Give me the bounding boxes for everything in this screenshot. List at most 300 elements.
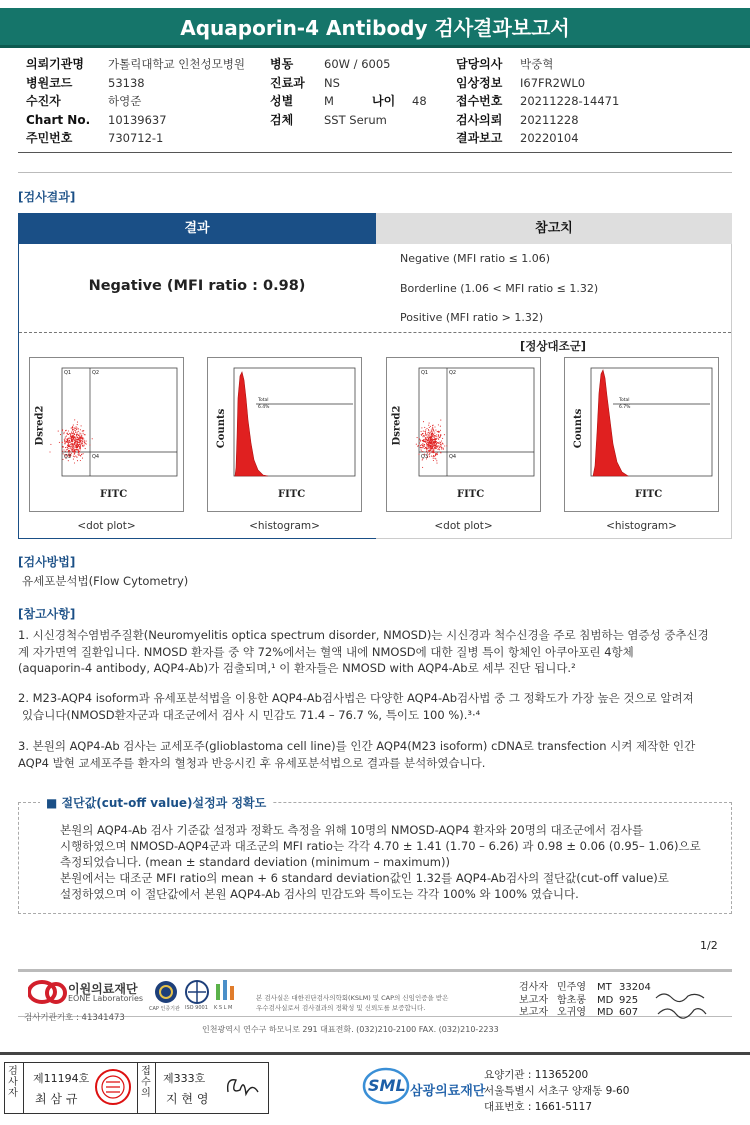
scatter-dot: [438, 443, 439, 444]
scatter-dot: [79, 435, 80, 436]
scatter-dot: [436, 454, 437, 455]
scatter-dot: [428, 442, 429, 443]
scatter-dot: [82, 445, 83, 446]
scatter-dot: [429, 451, 430, 452]
scatter-dot: [419, 442, 420, 443]
scatter-dot: [74, 447, 75, 448]
x-axis-label: FITC: [278, 489, 306, 500]
scatter-dot: [433, 458, 434, 459]
notes-line: (aquaporin-4 antibody, AQP4-Ab)가 검출되며,¹ 이 환자들은 NMOSD with AQP4-Ab로 세부 진단 됩니다.²: [18, 661, 576, 675]
footer-top-rule: [18, 969, 732, 972]
quadrant-label: Q3: [64, 454, 72, 460]
scatter-dot: [428, 438, 429, 439]
reference-range-positive: Positive (MFI ratio > 1.32): [400, 311, 544, 324]
scatter-dot: [69, 451, 70, 452]
scatter-dot: [77, 443, 78, 444]
cert-label: K S L M: [214, 1005, 233, 1011]
scatter-dot: [80, 445, 81, 446]
scatter-dot: [76, 435, 77, 436]
scatter-dot: [422, 451, 423, 452]
scatter-dot: [79, 454, 80, 455]
scatter-dot: [435, 441, 436, 442]
scatter-dot: [80, 447, 81, 448]
scatter-dot: [82, 437, 83, 438]
scatter-dot: [434, 448, 435, 449]
scatter-dot: [425, 433, 426, 434]
scatter-dot: [74, 439, 75, 440]
cert-line: 우수검사실로서 검사결과의 정확성 및 신뢰도를 보증합니다.: [256, 1004, 426, 1012]
gate-label: Total: [258, 398, 269, 403]
sig-vline: [155, 1062, 156, 1114]
scatter-dot: [442, 447, 443, 448]
info-label: 성별: [270, 94, 294, 108]
iso-logo-icon: [184, 980, 210, 1008]
scatter-dot: [440, 452, 441, 453]
scatter-dot: [86, 444, 87, 445]
eone-logo-icon: [28, 978, 68, 1010]
scatter-dot: [430, 443, 431, 444]
sml-phone: 대표번호 : 1661-5117: [484, 1101, 593, 1113]
scatter-dot: [444, 445, 445, 446]
sml-logo-text: SML: [368, 1076, 406, 1095]
notes-line: 있습니다(NMOSD환자군과 대조군에서 검사 시 민감도 71.4 – 76.7 %, 특이도 100 %).³·⁴: [22, 707, 481, 722]
info-label: 병동: [270, 57, 294, 71]
scatter-dot: [76, 449, 77, 450]
info-value: 730712-1: [108, 131, 164, 145]
y-axis-label: Counts: [573, 408, 585, 449]
scatter-dot: [74, 450, 75, 451]
notes-line: 계 자가면역 질환입니다. NMOSD 환자를 중 약 72%에서는 혈액 내에 NMOSD에 대한 질병 특이 항체인 아쿠아포린 4항체: [18, 644, 634, 659]
scatter-dot: [429, 423, 430, 424]
info-value: 20220104: [520, 131, 579, 145]
cert-text: [256, 993, 448, 1013]
scatter-dot: [429, 450, 430, 451]
scatter-dot: [63, 449, 64, 450]
scatter-dot: [416, 444, 417, 445]
scatter-dot: [438, 439, 439, 440]
scatter-dot: [79, 451, 80, 452]
scatter-dot: [430, 438, 431, 439]
dashed-divider: [19, 332, 731, 333]
info-label: 진료과: [270, 75, 305, 90]
scatter-dot: [80, 440, 81, 441]
scatter-dot: [72, 426, 73, 427]
quadrant-label: Q1: [421, 370, 429, 376]
signature-icon: [222, 1072, 262, 1106]
sig-role-2: 접수의: [141, 1066, 151, 1099]
scatter-dot: [50, 444, 51, 445]
scatter-dot: [418, 454, 419, 455]
scatter-dot: [424, 441, 425, 442]
scatter-dot: [421, 444, 422, 445]
scatter-dot: [84, 440, 85, 441]
scatter-dot: [78, 449, 79, 450]
scatter-dot: [432, 435, 433, 436]
scatter-dot: [82, 441, 83, 442]
scatter-dot: [85, 443, 86, 444]
scatter-dot: [77, 447, 78, 448]
scatter-dot: [438, 445, 439, 446]
scatter-dot: [424, 444, 425, 445]
result-value: Negative (MFI ratio : 0.98): [88, 278, 306, 294]
scatter-dot: [422, 467, 423, 468]
divider: [18, 172, 732, 173]
plot-caption: <histogram>: [249, 520, 320, 532]
scatter-dot: [82, 458, 83, 459]
scatter-dot: [60, 434, 61, 435]
histogram-peak: [235, 372, 268, 476]
scatter-dot: [436, 434, 437, 435]
info-value: 53138: [108, 75, 145, 90]
scatter-dot: [75, 440, 76, 441]
scatter-dot: [72, 430, 73, 431]
scatter-dot: [437, 447, 438, 448]
scatter-dot: [422, 447, 423, 448]
address: 인천광역시 연수구 하모니로 291 대표전화. (032)210-2100 FAX. (032)210-2233: [202, 1025, 499, 1034]
scatter-dot: [74, 443, 75, 444]
scatter-dot: [433, 455, 434, 456]
sig-vline: [137, 1062, 138, 1114]
scatter-dot: [438, 436, 439, 437]
scatter-dot: [67, 442, 68, 443]
plot-caption: <histogram>: [606, 520, 677, 532]
page-number: 1/2: [700, 939, 718, 952]
info-label: 병원코드: [26, 75, 73, 90]
scatter-dot: [68, 441, 69, 442]
scatter-dot: [81, 454, 82, 455]
cutoff-line: 본원의 AQP4-Ab 검사 기준값 설정과 정확도 측정을 위해 10명의 NMOSD-AQP4 환자와 20명의 대조군에서 검사를: [60, 823, 644, 837]
scatter-dot: [433, 439, 434, 440]
scatter-dot: [72, 427, 73, 428]
scatter-dot: [431, 456, 432, 457]
scatter-dot: [64, 432, 65, 433]
result-header: 결과: [18, 213, 376, 244]
sig-role-1: 검사자: [8, 1066, 18, 1099]
scatter-dot: [430, 426, 431, 427]
x-axis-label: FITC: [457, 489, 485, 500]
scatter-dot: [438, 431, 439, 432]
scatter-dot: [434, 443, 435, 444]
scatter-dot: [66, 439, 67, 440]
scatter-dot: [423, 421, 424, 422]
notes-paragraph-1: [18, 627, 738, 677]
info-value: SST Serum: [324, 112, 387, 127]
scatter-dot: [440, 446, 441, 447]
scatter-dot: [66, 449, 67, 450]
scatter-dot: [443, 449, 444, 450]
scatter-dot: [436, 436, 437, 437]
scatter-dot: [424, 448, 425, 449]
scatter-dot: [68, 448, 69, 449]
scatter-dot: [82, 439, 83, 440]
scatter-dot: [440, 434, 441, 435]
scatter-dot: [430, 451, 431, 452]
info-label: 임상정보: [456, 75, 503, 90]
scatter-dot: [77, 422, 78, 423]
sig-no-1: 제11194호: [33, 1072, 90, 1085]
scatter-dot: [442, 438, 443, 439]
info-value: 20211228-14471: [520, 94, 620, 108]
scatter-dot: [77, 437, 78, 438]
scatter-dot: [69, 442, 70, 443]
scatter-dot: [432, 452, 433, 453]
scatter-dot: [62, 451, 63, 452]
scatter-dot: [426, 443, 427, 444]
scatter-dot: [420, 441, 421, 442]
scatter-dot: [428, 429, 429, 430]
scatter-dot: [427, 446, 428, 447]
scatter-dot: [74, 462, 75, 463]
scatter-dot: [63, 433, 64, 434]
scatter-dot: [71, 428, 72, 429]
scatter-dot: [438, 448, 439, 449]
scatter-dot: [429, 441, 430, 442]
lab-code: 검사기관기호 : 41341473: [24, 1013, 125, 1023]
scatter-dot: [428, 440, 429, 441]
cert-line: 본 검사실은 대한진단검사의학회(KSLM) 및 CAP의 신임인증을 받은: [256, 994, 449, 1002]
scatter-dot: [80, 455, 81, 456]
scatter-dot: [76, 426, 77, 427]
scatter-dot: [66, 433, 67, 434]
scatter-dot: [441, 449, 442, 450]
scatter-dot: [426, 428, 427, 429]
scatter-dot: [86, 441, 87, 442]
info-value: 하영준: [108, 94, 142, 108]
cutoff-line: 측정되었습니다. (mean ± standard deviation (minimum – maximum)): [60, 855, 450, 869]
info-label: 의뢰기관명: [26, 57, 84, 71]
scatter-dot: [66, 441, 67, 442]
reference-range-borderline: Borderline (1.06 < MFI ratio ≤ 1.32): [400, 282, 599, 295]
scatter-dot: [68, 446, 69, 447]
scatter-dot: [79, 446, 80, 447]
scatter-dot: [433, 460, 434, 461]
notes-heading: [참고사항]: [18, 607, 76, 621]
scatter-dot: [431, 429, 432, 430]
scatter-dot: [432, 448, 433, 449]
scatter-dot: [74, 427, 75, 428]
scatter-dot: [424, 446, 425, 447]
scatter-dot: [64, 440, 65, 441]
patient-info-middle: [270, 55, 450, 129]
sml-name: 삼광의료재단: [410, 1084, 486, 1099]
scatter-dot: [72, 438, 73, 439]
scatter-dot: [437, 438, 438, 439]
scatter-dot: [435, 454, 436, 455]
scatter-dot: [64, 441, 65, 442]
scatter-dot: [78, 454, 79, 455]
scatter-dot: [80, 460, 81, 461]
scatter-dot: [428, 425, 429, 426]
control-label: [정상대조군]: [520, 339, 587, 353]
seal-icon: [94, 1068, 132, 1110]
scatter-dot: [427, 444, 428, 445]
staff-title: MD: [597, 994, 614, 1006]
scatter-dot: [65, 451, 66, 452]
patient-info-right: [456, 55, 726, 148]
sig-no-2: 제333호: [163, 1072, 206, 1085]
staff-list: [519, 982, 651, 1020]
scatter-dot: [69, 440, 70, 441]
scatter-dot: [429, 448, 430, 449]
scatter-dot: [68, 430, 69, 431]
scatter-dot: [81, 425, 82, 426]
scatter-dot: [64, 443, 65, 444]
scatter-dot: [446, 445, 447, 446]
notes-line: 1. 시신경척수염범주질환(Neuromyelitis optica spectrum disorder, NMOSD)는 시신경과 척수신경을 주로 침범하는 염증성 중추신경: [18, 628, 709, 642]
staff-no: 33204: [619, 982, 651, 993]
sig-name-2: 지 현 영: [166, 1092, 209, 1106]
scatter-dot: [80, 429, 81, 430]
scatter-dot: [83, 446, 84, 447]
scatter-dot: [430, 447, 431, 448]
scatter-dot: [429, 427, 430, 428]
scatter-dot: [83, 430, 84, 431]
scatter-dot: [435, 458, 436, 459]
scatter-dot: [420, 439, 421, 440]
scatter-dot: [421, 431, 422, 432]
info-label: 담당의사: [456, 57, 503, 71]
scatter-dot: [429, 454, 430, 455]
age-label: 나이: [372, 94, 396, 108]
scatter-dot: [72, 440, 73, 441]
scatter-dot: [430, 439, 431, 440]
cutoff-line: 설정하였으며 이 절단값에서 본원 AQP4-Ab 검사의 민감도와 특이도는 각각 100% 와 100% 였습니다.: [60, 887, 579, 901]
scatter-dot: [70, 446, 71, 447]
scatter-dot: [76, 434, 77, 435]
scatter-dot: [430, 434, 431, 435]
staff-role: 검사자: [519, 982, 548, 993]
staff-name: 오귀영: [557, 1007, 586, 1018]
scatter-dot: [79, 433, 80, 434]
sml-divider: [0, 1052, 750, 1055]
scatter-dot: [422, 433, 423, 434]
cutoff-heading: ■ 절단값(cut-off value)설정과 정확도: [40, 794, 272, 811]
quadrant-label: Q1: [64, 370, 72, 376]
scatter-dot: [81, 437, 82, 438]
info-value: I67FR2WL0: [520, 75, 586, 90]
scatter-dot: [424, 427, 425, 428]
scatter-dot: [59, 442, 60, 443]
scatter-dot: [435, 435, 436, 436]
scatter-dot: [76, 445, 77, 446]
notes-line: 2. M23-AQP4 isoform과 유세포분석법을 이용한 AQP4-Ab검사법은 다양한 AQP4-Ab검사법 중 그 정확도가 가장 높은 것으로 알려져: [18, 691, 694, 705]
scatter-dot: [421, 427, 422, 428]
scatter-dot: [71, 438, 72, 439]
report-title: Aquaporin-4 Antibody 검사결과보고서: [0, 8, 750, 48]
scatter-dot: [80, 438, 81, 439]
scatter-dot: [429, 445, 430, 446]
scatter-dot: [78, 455, 79, 456]
scatter-dot: [425, 435, 426, 436]
scatter-dot: [436, 463, 437, 464]
scatter-dot: [78, 444, 79, 445]
scatter-dot: [442, 443, 443, 444]
gate-label: Total: [619, 398, 630, 403]
staff-no: 925: [619, 994, 639, 1006]
scatter-dot: [84, 434, 85, 435]
scatter-dot: [77, 460, 78, 461]
scatter-dot: [422, 443, 423, 444]
scatter-dot: [71, 431, 72, 432]
plot-caption: <dot plot>: [77, 520, 136, 532]
scatter-dot: [436, 444, 437, 445]
sig-name-1: 최 삼 규: [35, 1092, 78, 1106]
scatter-dot: [437, 453, 438, 454]
scatter-dot: [78, 428, 79, 429]
scatter-dot: [73, 451, 74, 452]
scatter-dot: [74, 456, 75, 457]
scatter-dot: [67, 447, 68, 448]
cutoff-line: 본원에서는 대조군 MFI ratio의 mean + 6 standard deviation값인 1.32를 AQP4-Ab검사의 절단값(cut-off value)로: [60, 871, 669, 885]
scatter-dot: [71, 439, 72, 440]
scatter-dot: [68, 451, 69, 452]
scatter-dot: [440, 426, 441, 427]
staff-name: 함초롱: [557, 994, 586, 1006]
scatter-dot: [81, 443, 82, 444]
scatter-dot: [435, 447, 436, 448]
scatter-dot: [430, 431, 431, 432]
scatter-dot: [436, 448, 437, 449]
scatter-dot: [69, 437, 70, 438]
scatter-dot: [67, 445, 68, 446]
scatter-dot: [434, 437, 435, 438]
scatter-dot: [74, 430, 75, 431]
info-label: 결과보고: [456, 131, 503, 145]
reference-range-negative: Negative (MFI ratio ≤ 1.06): [400, 252, 551, 265]
info-value: 10139637: [108, 112, 167, 127]
scatter-dot: [76, 456, 77, 457]
info-label: Chart No.: [26, 112, 91, 127]
scatter-dot: [68, 460, 69, 461]
scatter-dot: [425, 442, 426, 443]
scatter-dot: [434, 436, 435, 437]
quadrant-label: Q2: [449, 370, 457, 376]
sml-code: 요양기관 : 11365200: [484, 1069, 589, 1081]
info-label: 수진자: [26, 94, 61, 108]
scatter-dot: [70, 444, 71, 445]
scatter-dot: [70, 448, 71, 449]
scatter-dot: [423, 446, 424, 447]
notes-paragraph-2: [18, 690, 738, 723]
cutoff-text: [60, 822, 732, 902]
gate-percent: 6.7%: [619, 405, 631, 410]
age-value: 48: [412, 94, 427, 108]
scatter-dot: [421, 450, 422, 451]
quadrant-label: Q3: [421, 454, 429, 460]
scatter-dot: [428, 430, 429, 431]
scatter-dot: [78, 452, 79, 453]
quadrant-label: Q4: [449, 454, 457, 460]
scatter-dot: [74, 454, 75, 455]
scatter-dot: [439, 442, 440, 443]
cap-logo-icon: [154, 980, 178, 1008]
scatter-dot: [432, 446, 433, 447]
scatter-dot: [89, 444, 90, 445]
scatter-dot: [85, 448, 86, 449]
scatter-dot: [441, 440, 442, 441]
staff-title: MT: [597, 982, 612, 993]
patient-dot-plot: [29, 357, 184, 512]
scatter-dot: [73, 431, 74, 432]
scatter-dot: [424, 436, 425, 437]
scatter-dot: [431, 437, 432, 438]
scatter-dot: [73, 425, 74, 426]
scatter-dot: [427, 440, 428, 441]
scatter-dot: [72, 433, 73, 434]
reference-header: 참고치: [376, 213, 732, 244]
scatter-dot: [438, 424, 439, 425]
scatter-dot: [77, 440, 78, 441]
